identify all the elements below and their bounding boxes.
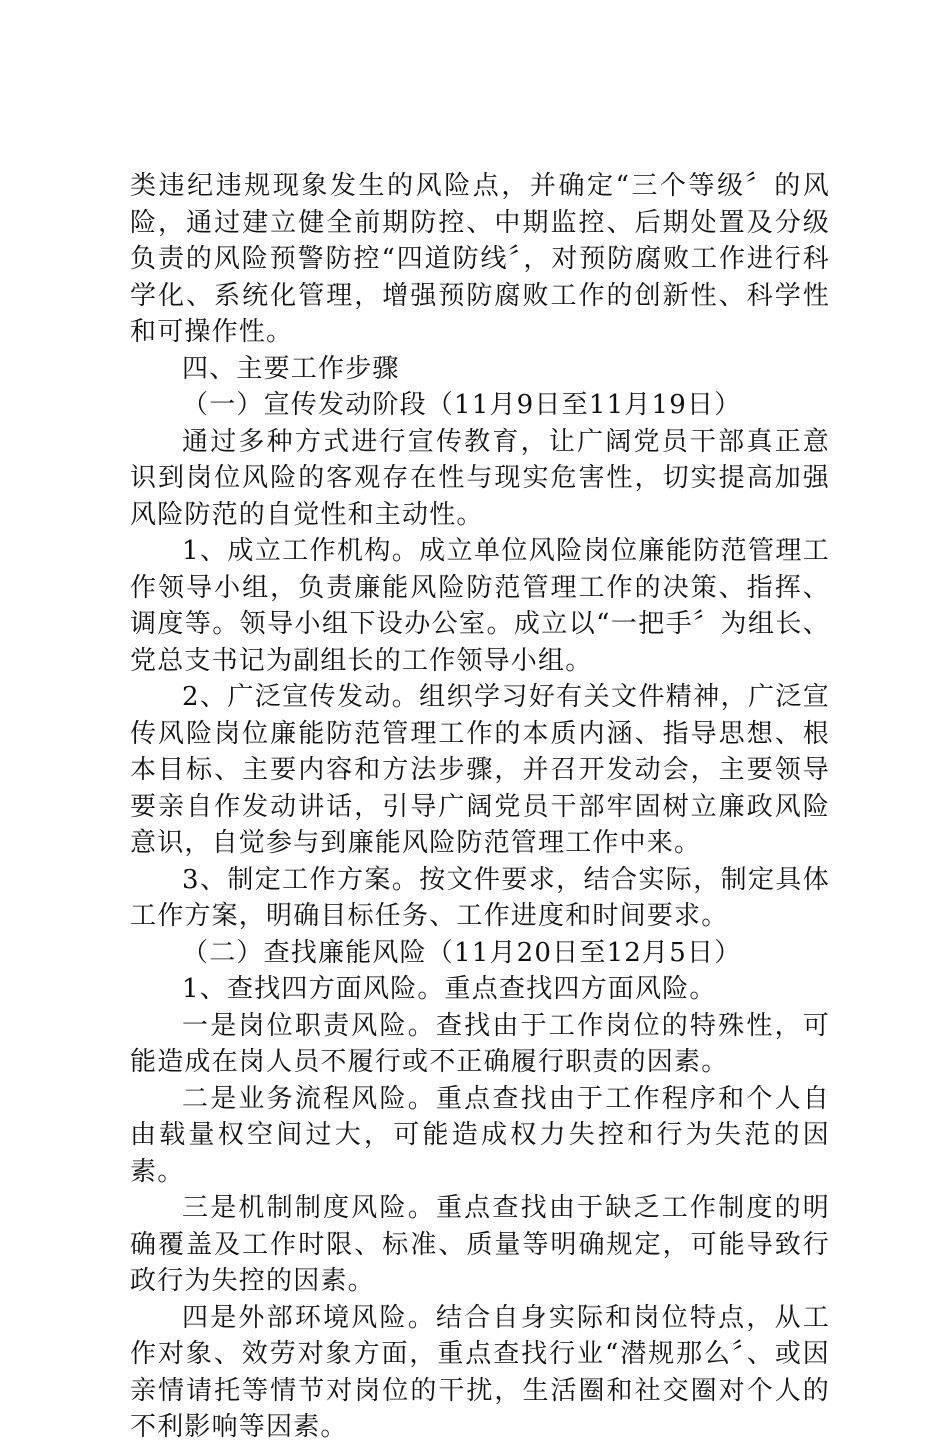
body-paragraph: 二是业务流程风险。重点查找由于工作程序和个人自由载量权空间过大，可能造成权力失控和行为失范的因素。 (130, 1083, 830, 1187)
body-paragraph: 类违纪违规现象发生的风险点，并确定“三个等级〞的风险，通过建立健全前期防控、中期监控、后期处置及分级负责的风险预警防控“四道防线〞，对预防腐败工作进行科学化、系统化管理，增强预防腐败工作的创新性、科学性和可操作性。 (130, 171, 830, 347)
body-paragraph: 1、成立工作机构。成立单位风险岗位廉能防范管理工作领导小组，负责廉能风险防范管理工作的决策、指挥、调度等。领导小组下设办公室。成立以“一把手〞为组长、党总支书记为副组长的工作领导小组。 (130, 536, 830, 676)
body-paragraph: 四是外部环境风险。结合自身实际和岗位特点，从工作对象、效劳对象方面，重点查找行业“潜规那么〞、或因亲情请托等情节对岗位的干扰，生活圈和社交圈对个人的不利影响等因素。 (130, 1302, 830, 1442)
body-paragraph: 一是岗位职责风险。查找由于工作岗位的特殊性，可能造成在岗人员不履行或不正确履行职责的因素。 (130, 1010, 830, 1077)
body-paragraph: 三是机制制度风险。重点查找由于缺乏工作制度的明确覆盖及工作时限、标准、质量等明确规定，可能导致行政行为失控的因素。 (130, 1193, 830, 1296)
body-paragraph: 1、查找四方面风险。重点查找四方面风险。 (182, 974, 717, 1004)
subsection-heading: （二）查找廉能风险（11月20日至12月5日） (182, 937, 742, 968)
body-paragraph: 通过多种方式进行宣传教育，让广阔党员干部真正意识到岗位风险的客观存在性与现实危害性，切实提高加强风险防范的自觉性和主动性。 (130, 426, 830, 530)
body-paragraph: 2、广泛宣传发动。组织学习好有关文件精神，广泛宣传风险岗位廉能防范管理工作的本质内涵、指导思想、根本目标、主要内容和方法步骤，并召开发动会，主要领导要亲自作发动讲话，引导广阔党员干部牢固树立廉政风险意识，自觉参与到廉能风险防范管理工作中来。 (130, 682, 830, 858)
subsection-heading: （一）宣传发动阶段（11月9日至11月19日） (182, 390, 742, 420)
document-page (130, 168, 830, 1446)
section-heading: 四、主要工作步骤 (182, 353, 400, 384)
body-paragraph: 3、制定工作方案。按文件要求，结合实际，制定具体工作方案，明确目标任务、工作进度和时间要求。 (130, 864, 830, 931)
